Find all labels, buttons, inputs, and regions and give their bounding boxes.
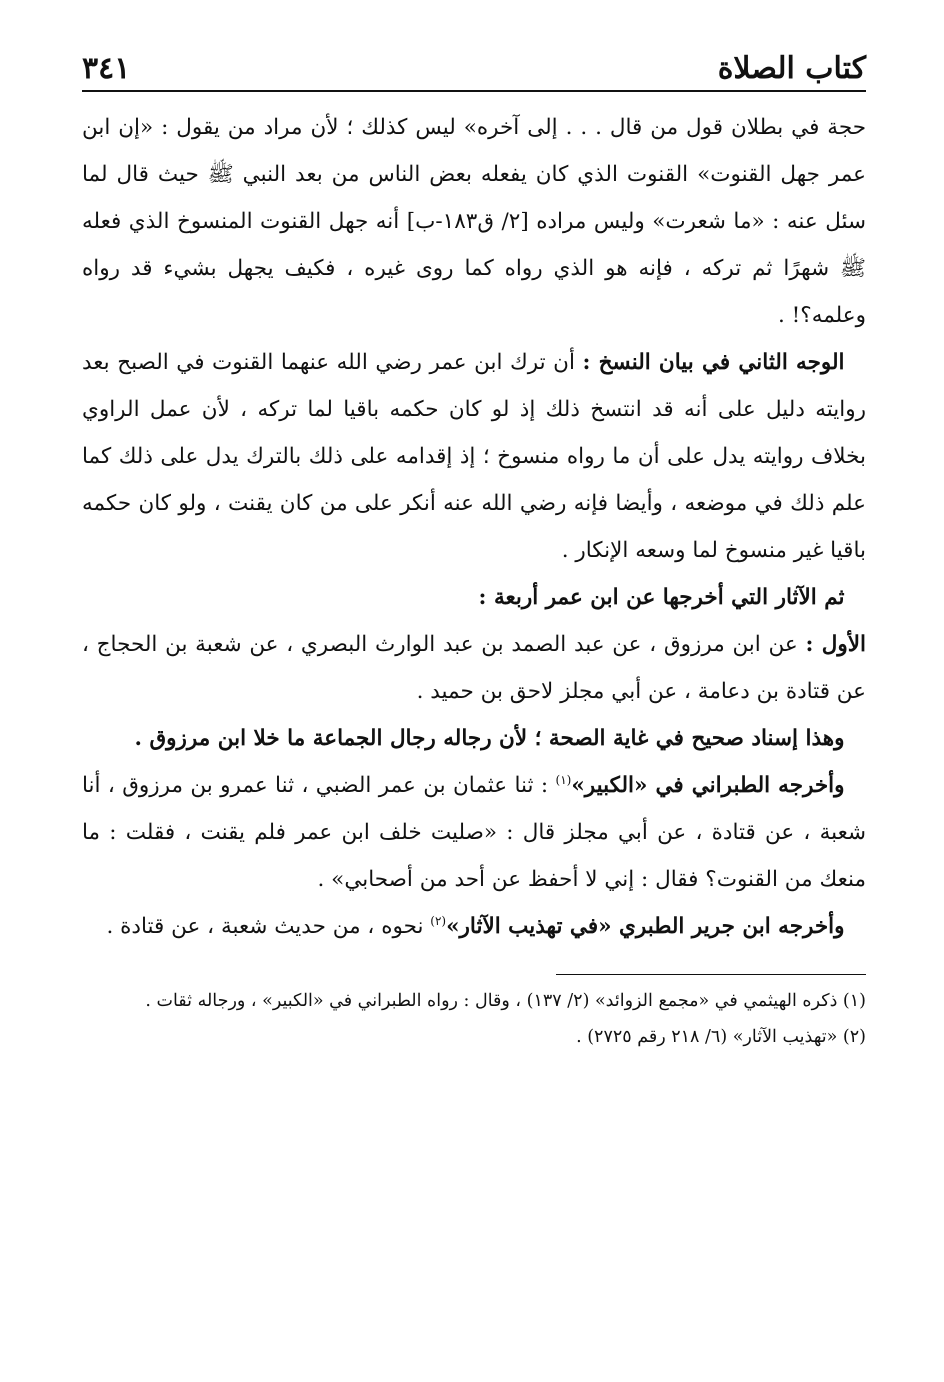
paragraph-7 [82, 903, 866, 950]
page-number: ٣٤١ [82, 51, 131, 86]
paragraph-7-text: نحوه ، من حديث شعبة ، عن قتادة . [106, 914, 431, 939]
paragraph-4-text: عن ابن مرزوق ، عن عبد الصمد بن عبد الوارث البصري ، عن شعبة بن الحجاج ، عن قتادة بن دعامة ، عن أبي مجلز لاحق بن حميد . [82, 632, 866, 704]
main-text [82, 104, 866, 950]
paragraph-6-lead: وأخرجه الطبراني في «الكبير» [571, 773, 845, 798]
section-heading: ثم الآثار التي أخرجها عن ابن عمر أربعة : [478, 585, 845, 610]
footnote-1: (١) ذكره الهيثمي في «مجمع الزوائد» (٢/ ١٣٧) ، وقال : رواه الطبراني في «الكبير» ، ورجاله ثقات . [145, 991, 866, 1011]
paragraph-1: حجة في بطلان قول من قال . . . إلى آخره» ليس كذلك ؛ لأن مراد من يقول : «إن ابن عمر جهل القنوت» القنوت الذي كان يفعله بعض الناس من بعد النبي ﷺ حيث قال لما سئل عنه : «ما شعرت» وليس مراده [٢/ ق١٨٣-ب] أنه جهل القنوت المنسوخ الذي فعله ﷺ شهرًا ثم تركه ، فإنه هو الذي رواه كما روى غيره ، فكيف يجهل بشيء قد رواه وعلمه؟! . [82, 115, 867, 328]
paragraph-4 [82, 621, 866, 715]
footnote-2: (٢) «تهذيب الآثار» (٦/ ٢١٨ رقم ٢٧٢٥) . [576, 1027, 866, 1047]
paragraph-2-text: أن ترك ابن عمر رضي الله عنهما القنوت في الصبح بعد روايته دليل على أنه قد انتسخ ذلك إذ لو كان حكمه باقيا لما تركه ، لأن عمل الراوي بخلاف روايته يدل على أن ما رواه منسوخ ؛ إذ إقدامه على ذلك بالترك يدل على ذلك كما علم ذلك في موضعه ، وأيضا فإنه رضي الله عنه أنكر على من كان يقنت ، ولو كان حكمه باقيا غير منسوخ لما وسعه الإنكار . [82, 350, 866, 563]
page [82, 28, 866, 1055]
paragraph-3 [82, 574, 866, 621]
paragraph-6-text: : ثنا عثمان بن عمر الضبي ، ثنا عمرو بن مرزوق ، أنا شعبة ، عن قتادة ، عن أبي مجلز قال : «صليت خلف ابن عمر فلم يقنت ، فقلت : ما منعك من القنوت؟ فقال : إني لا أحفظ عن أحد من أصحابي» . [82, 773, 866, 892]
paragraph-5 [82, 715, 866, 762]
paragraph-7-lead: وأخرجه ابن جرير الطبري «في تهذيب الآثار» [446, 914, 845, 939]
footnote-ref-1[interactable]: (١) [555, 772, 572, 787]
footnote-ref-2[interactable]: (٢) [430, 913, 447, 928]
paragraph-4-lead: الأول : [805, 632, 866, 657]
footnote-divider [556, 974, 866, 975]
footnotes [82, 983, 866, 1055]
paragraph-2 [82, 339, 866, 574]
paragraph-2-lead: الوجه الثاني في بيان النسخ : [582, 350, 845, 375]
paragraph-5-text: وهذا إسناد صحيح في غاية الصحة ؛ لأن رجاله رجال الجماعة ما خلا ابن مرزوق . [134, 726, 845, 751]
paragraph-6 [82, 762, 866, 903]
chapter-title: كتاب الصلاة [717, 51, 866, 86]
running-header [82, 28, 866, 92]
